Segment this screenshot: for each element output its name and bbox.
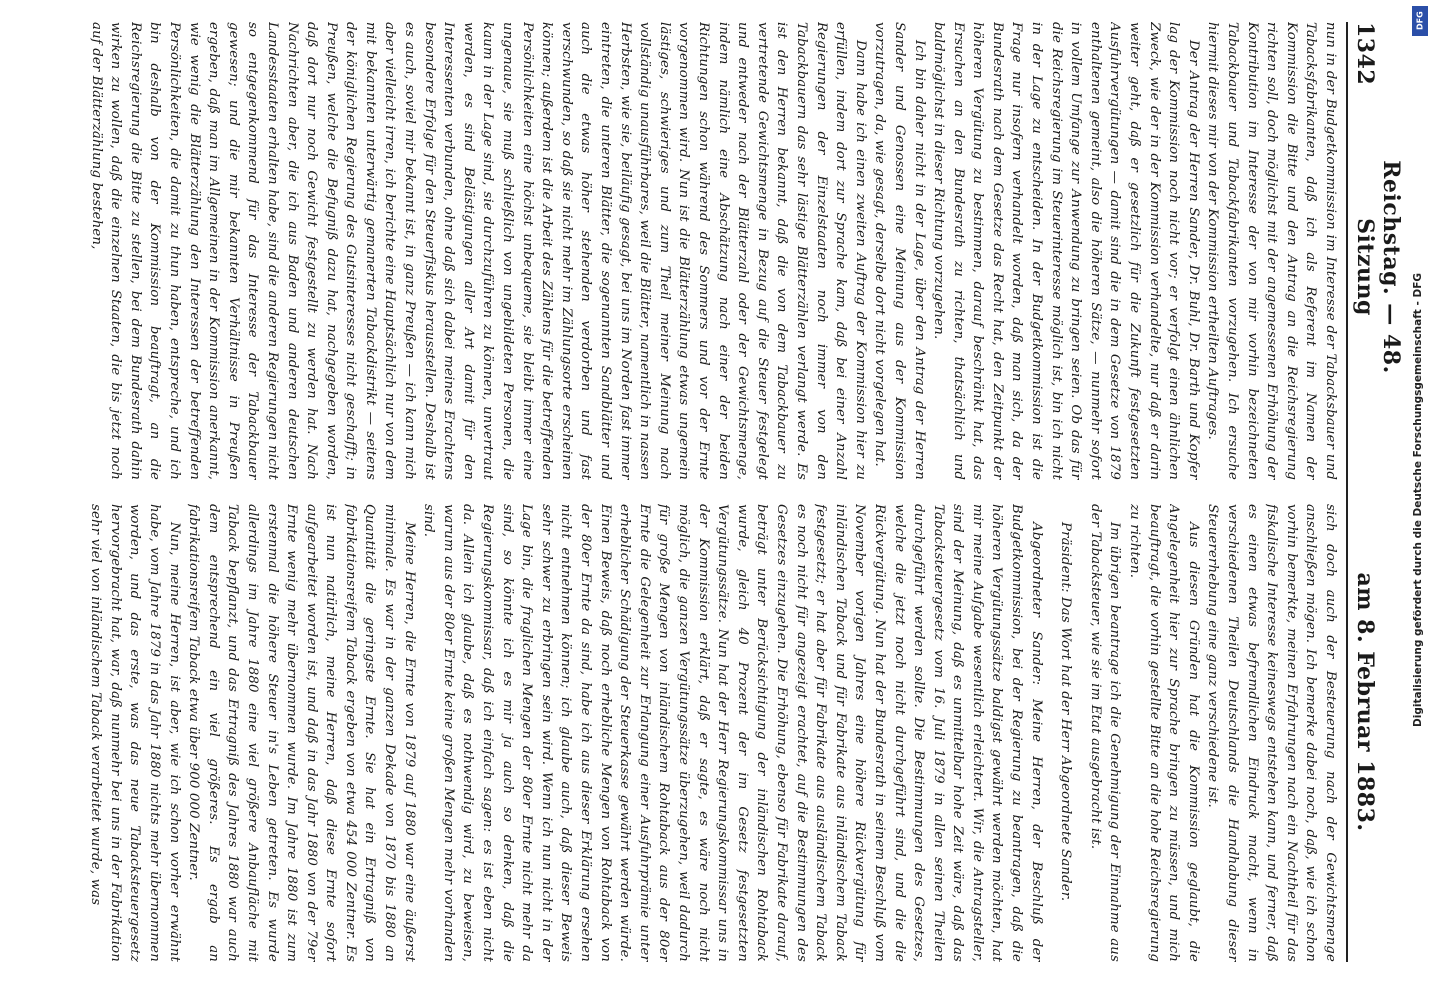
paragraph: Nun, meine Herren, ist aber, wie ich schon vorher erwähnt habe, vom Jahre 1879 in das Jahr 1880 nichts mehr übernommen worden, und das erste, was das neue Tabacksteuergesetz hervorgebracht hat, war, daß nunmehr bei uns in der Fabrikation sehr viel von inländischem Taback verarbeitet wurde, was	[88, 504, 182, 962]
paragraph-spacer	[1046, 504, 1056, 962]
digitization-notice-text: Digitalisierung gefördert durch die Deutsche Forschungsgemeinschaft - DFG	[1412, 273, 1424, 727]
paragraph: sich doch auch der Besteuerung nach der Gewichtsmenge anschließen mögen. Ich bemerke dabei noch, daß, wie ich schon vorhin bemerkte, meinen Erfahrungen nach ein Nachtheil für das fiskalische Interesse keineswegs entstehen kann, und ferner, daß es einen etwas befremdlichen Eindruck macht, wenn in verschiedenen Theilen Deutschlands die Handhabung dieser Steuererhebung eine ganz verschiedene ist.	[1205, 504, 1338, 962]
text-column-right	[20, 504, 1340, 962]
paragraph: Ich bin daher nicht in der Lage, über den Antrag der Herren Sander und Genossen eine Meinung aus der Kommission vorzutragen, da, wie gesagt, derselbe dort nicht vorgelegen hat.	[872, 22, 927, 480]
paragraph-spacer	[1075, 504, 1085, 962]
header-right: am 8. Februar 1883.	[1352, 572, 1378, 832]
header-rule	[1346, 22, 1348, 962]
dfg-logo: DFG	[1412, 6, 1428, 36]
page-header	[1352, 22, 1404, 962]
digitization-notice	[1406, 0, 1430, 1000]
paragraph: nun in der Budgetkommission im Interesse der Tabacksbauer und Tabacksfabrikanten, daß ich als Referent im Namen der Kommission die Bitte und den Antrag an die Reichsregierung richten soll, doch möglichst mit der angemessenen Erhöhung der Kontribution im Interesse der von mir vorhin bezeichneten Tabackbauer und Tabackfabrikanten vorzugehen. Ich ersuche hiermit dieses mir von der Kommission ertheilten Auftrages.	[1205, 22, 1338, 480]
paragraph: Dann habe ich einen zweiten Auftrag der Kommission hier zu erfüllen, indem dort zur Sprache kam, daß bei einer Anzahl Regierungen der Einzelstaaten noch immer von den Tabackbauern das sehr lästige Blätterzählen verlangt werde. Es ist den Herren bekannt, daß die von dem Tabackbauer zu vertretende Gewichtsmenge in Bezug auf die Steuer festgelegt und entweder nach der Blätterzahl oder der Gewichtsmenge, indem nämlich eine Abschätzung nach einer der beiden Richtungen schon während des Sommers und vor der Ernte vorgenommen wird. Nun ist die Blätterzählung etwas ungemein lästiges, schwieriges und zum Theil meiner Meinung nach vollständig unausführbares, weil die Blätter, namentlich in nassen Herbsten, wie sie, beiläufig gesagt, bei uns im Norden fast immer eintreten, die unteren Blätter, die sogenannten Sandblätter und auch die etwas höher stehenden verdorben und fast verschwunden, so daß sie nicht mehr im Zählungsorte erscheinen können; außerdem ist die Arbeit des Zählens für die betreffenden Persönlichkeiten eine höchst unbequeme, sie bleibt immer eine ungenaue, sie muß schließlich von ungebildeten Personen, die kaum in der Lage sind, sie durchzuführen zu können, unvertraut werden, es sind Belästigungen aller Art damit für den Interessenten verbunden, ohne daß sich dabei meines Erachtens besondere Erfolge für den Steuerfiskus herausstellen. Deshalb ist es auch, soviel mir bekannt ist, in ganz Preußen — ich kann mich aber vielleicht irren, ich berichte eine Hauptsächlich nur von dem mit bekannten unterwärtig gemanerten Tabackdistrikt — seitens der königlichen Regierung des Gutsinteresses nicht geschafft; in Preußen, welche die Befugniß dazu hat, nachgegeben worden, daß dort nur noch Gewicht festgestellt zu werden hat. Nach Nachrichten aber, die ich aus Baden und anderen deutschen Landesstaaten erhalten habe, sind die anderen Regierungen nicht so entgegenkommend für das Interesse der Tabackbauer gewesen; und die mir bekannten Verhältnisse in Preußen ergeben, daß man im Allgemeinen in der Kommission anerkannt, wie wenig die Blätterzählung den Interessen der betreffenden Persönlichkeiten, die damit zu thun haben, entspreche, und ich bin deshalb von der Kommission beauftragt, an die Reichsregierung die Bitte zu stellen, bei dem Bundesrath dahin wirken zu wollen, daß die einzelnen Staaten, die bis jetzt noch auf der Blätterzählung bestehen,	[88, 22, 868, 480]
text-column-left	[20, 22, 1340, 480]
paragraph: Abgeordneter Sander: Meine Herren, der Beschluß der Budgetkommission, bei der Regierung zu beantragen, daß die höheren Vergütungssätze baldigst gewährt werden möchten, hat mir meine Aufgabe wesentlich erleichtert. Wir, die Antragsteller, sind der Meinung, daß es unmittelbar hohe Zeit wäre, daß das Tabacksteuergesetz vom 16. Juli 1879 in allen seinen Theilen durchgeführt werden sollte. Die Bestimmungen des Gesetzes, welche die jetzt noch nicht durchgeführt sind, und die die Rückvergütung. Nun hat der Bundesrath in seinem Beschluß vom November vorigen Jahres eine höhere Rückvergütung für inländischen Taback und für Fabrikate aus inländischem Taback festgesetzt; er hat aber für Fabrikate aus ausländischem Taback es noch nicht für angezeigt erachtet, auf die Bestimmungen des Gesetzes einzugehen. Die Erhöhung, ebenso für Fabrikate darauf, beträgt unter Berücksichtigung der inländischen Rohtaback wurde, gleich 40 Prozent der im Gesetz festgesetzten Vergütungssätze. Nun hat der Herr Regierungskommissar uns in der Kommission erklärt, daß er sagte, es wäre noch nicht möglich, die ganzen Vergütungssätze überzugehen, weil dadurch für große Mengen von inländischem Rohtaback aus der 80er Ernte die Gelegenheit zur Erlangung einer Ausfuhrprämie unter erheblicher Schädigung der Steuerkasse gewährt werden würde. Einen Beweis, daß noch erhebliche Mengen von Rohtaback von der 80er Ernte da sind, habe ich aus dieser Erklärung ersehen nicht entnehmen können; ich glaube auch, daß dieser Beweis sehr schwer zu erbringen sein wird. Wenn ich nun nicht in der Lage bin, die fraglichen Mengen der 80er Ernte nicht mehr da sind, so könnte ich es mir ja auch so denken, daß die Regierungskommissar, daß ich einfach sagen: es ist eben nicht da. Allein ich glaube, daß es nothwendig wird, zu beweisen, warum aus der 80er Ernte keine großen Mengen mehr vorhanden sind.	[421, 504, 1044, 962]
page-number: 1342	[1352, 22, 1378, 86]
speaker-line: Präsident: Das Wort hat der Herr Abgeordnete Sander.	[1058, 522, 1074, 902]
header-left: Reichstag. — 48. Sitzung	[1352, 160, 1404, 374]
paragraph: Aus diesen Gründen hat die Kommission geglaubt, die Angelegenheit hier zur Sprache bringen zu müssen, und mich beauftragt, die vorhin gestellte Bitte an die hohe Reichsregierung zu richten.	[1127, 504, 1201, 962]
paragraph: Im übrigen beantrage ich die Genehmigung der Einnahme aus der Tabacksteuer, wie sie im Etat ausgebracht ist.	[1087, 504, 1123, 962]
paragraph: Meine Herren, die Ernte von 1879 auf 1880 war eine äußerst minimale. Es war in der ganzen Dekade von 1870 bis 1880 an Quantität die geringste Ernte. Sie hat ein Ertragniß von fabrikationsreifem Taback ergeben von etwa 454 000 Zentner. Es ist nun natürlich, meine Herren, daß diese Ernte sofort aufgearbeitet worden ist, und daß in das Jahr 1880 von der 79er Ernte wenig mehr übernommen wurde. Im Jahre 1880 ist zum erstenmal die höhere Steuer in's Leben getreten. Es wurde allerdings im Jahre 1880 eine viel größere Anbaufläche mit Taback bepflanzt, und das Ertragniß des Jahres 1880 war auch dem entsprechend ein viel größeres. Es ergab an fabrikationsreifem Taback etwa über 900 000 Zentner.	[186, 504, 417, 962]
paragraph: Der Antrag der Herren Sander, Dr. Buhl, Dr. Barth und Kopfer lag der Kommission noch nicht vor; er verfolgt einen ähnlichen Zweck, wie der in der Kommission verhandelte, nur daß er darin weiter geht, daß er gesetzlich für die Zukunft festgesetzten Ausfuhrvergütungen — damit sind die in dem Gesetze von 1879 enthaltenen gemeint, also die höheren Sätze, — nunmehr sofort in vollem Umfange zur Anwendung zu bringen seien. Ob das für die Reichsregierung im Steuerinteresse möglich ist, bin ich nicht in der Lage zu entscheiden. In der Budgetkommission ist die Frage nur insofern verhandelt worden, daß man sich, da der Bundesrath nach dem Gesetze das Recht hat, den Zeitpunkt der höheren Vergütung zu bestimmen, darauf beschränkt hat, das Ersuchen an den Bundesrath zu richten, thatsächlich und baldmöglichst in dieser Richtung vorzugehen.	[931, 22, 1201, 480]
text-columns	[20, 22, 1340, 962]
